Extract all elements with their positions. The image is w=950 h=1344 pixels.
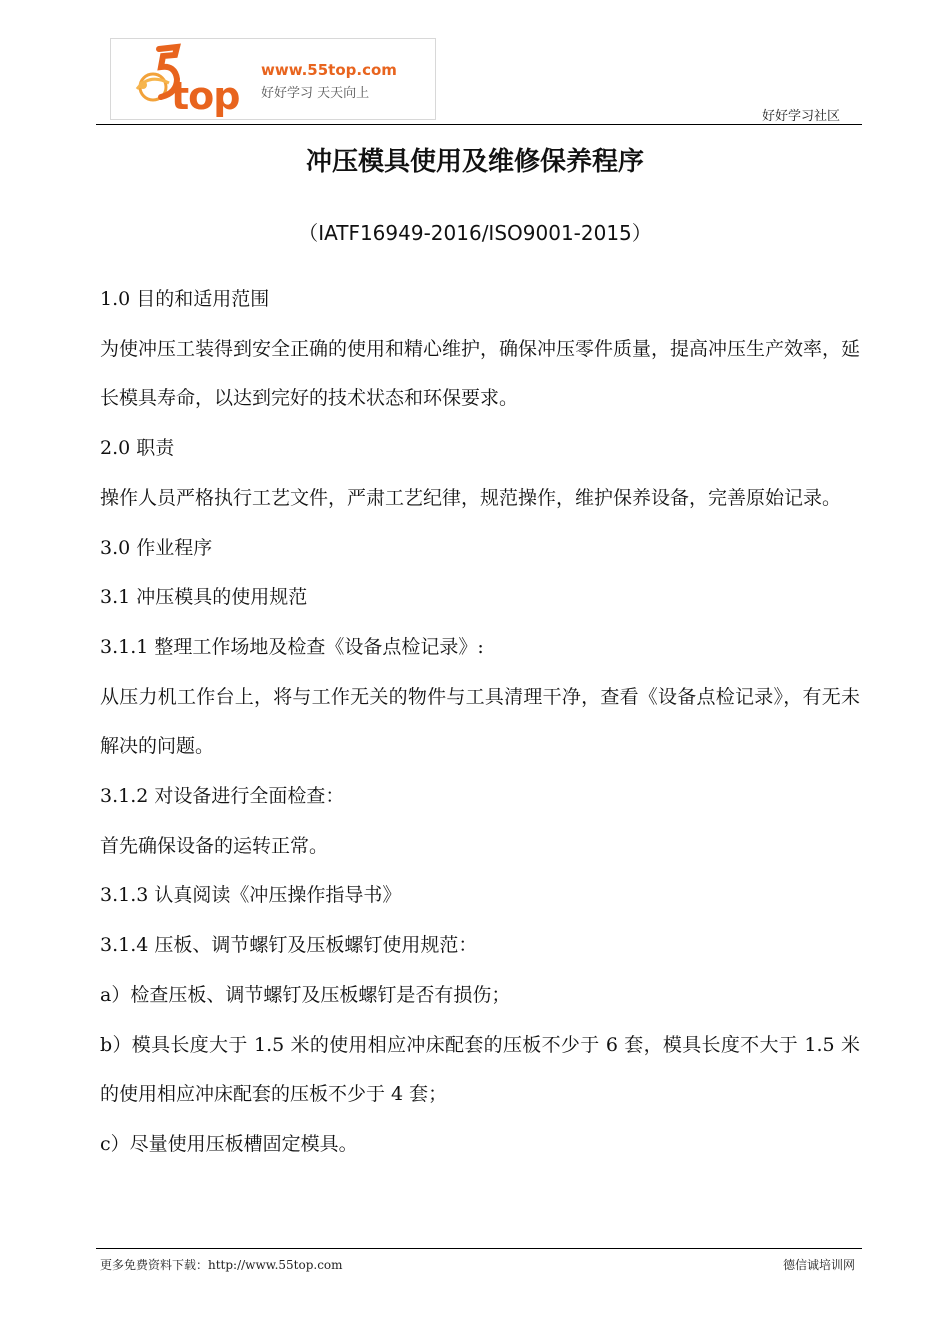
document-body [100,275,860,1170]
logo-url: www.55top.com [261,61,397,79]
subsection-heading: 3.1.4 压板、调节螺钉及压板螺钉使用规范： [100,934,478,957]
logo-slogan: 好好学习 天天向上 [261,86,370,101]
footer-download-link[interactable]: 更多免费资料下载：http://www.55top.com [100,1258,343,1272]
paragraph: 从压力机工作台上，将与工作无关的物件与工具清理干净，查看《设备点检记录》，有无未解决的问题。 [100,685,860,758]
list-item: b）模具长度大于 1.5 米的使用相应冲床配套的压板不少于 6 套，模具长度不大于 1.5 米的使用相应冲床配套的压板不少于 4 套； [100,1033,860,1106]
paragraph: 首先确保设备的运转正常。 [100,834,329,857]
document-subtitle: （IATF16949-2016/ISO9001-2015） [298,221,652,245]
subsection-heading: 3.1.1 整理工作场地及检查《设备点检记录》: [100,635,484,658]
subsection-heading: 3.1.3 认真阅读《冲压操作指导书》 [100,884,402,907]
header-site-name: 好好学习社区 [761,109,840,124]
site-logo[interactable] [110,38,436,120]
section-heading: 3.1 冲压模具的使用规范 [100,586,308,609]
footer-site-name: 德信诚培训网 [782,1258,855,1272]
section-heading: 2.0 职责 [100,437,175,460]
footer-divider [96,1248,862,1249]
header-divider [96,124,862,125]
paragraph: 操作人员严格执行工艺文件，严肃工艺纪律，规范操作，维护保养设备，完善原始记录。 [100,486,842,509]
logo-brand-text: top [171,74,240,118]
document-title: 冲压模具使用及维修保养程序 [305,147,644,177]
section-heading: 1.0 目的和适用范围 [100,288,270,310]
list-item: a）检查压板、调节螺钉及压板螺钉是否有损伤； [100,983,511,1006]
list-item: c）尽量使用压板槽固定模具。 [100,1132,358,1155]
paragraph: 为使冲压工装得到安全正确的使用和精心维护，确保冲压零件质量，提高冲压生产效率，延长模具寿命，以达到完好的技术状态和环保要求。 [100,337,861,410]
section-heading: 3.0 作业程序 [100,536,213,559]
subsection-heading: 3.1.2 对设备进行全面检查： [100,785,345,808]
